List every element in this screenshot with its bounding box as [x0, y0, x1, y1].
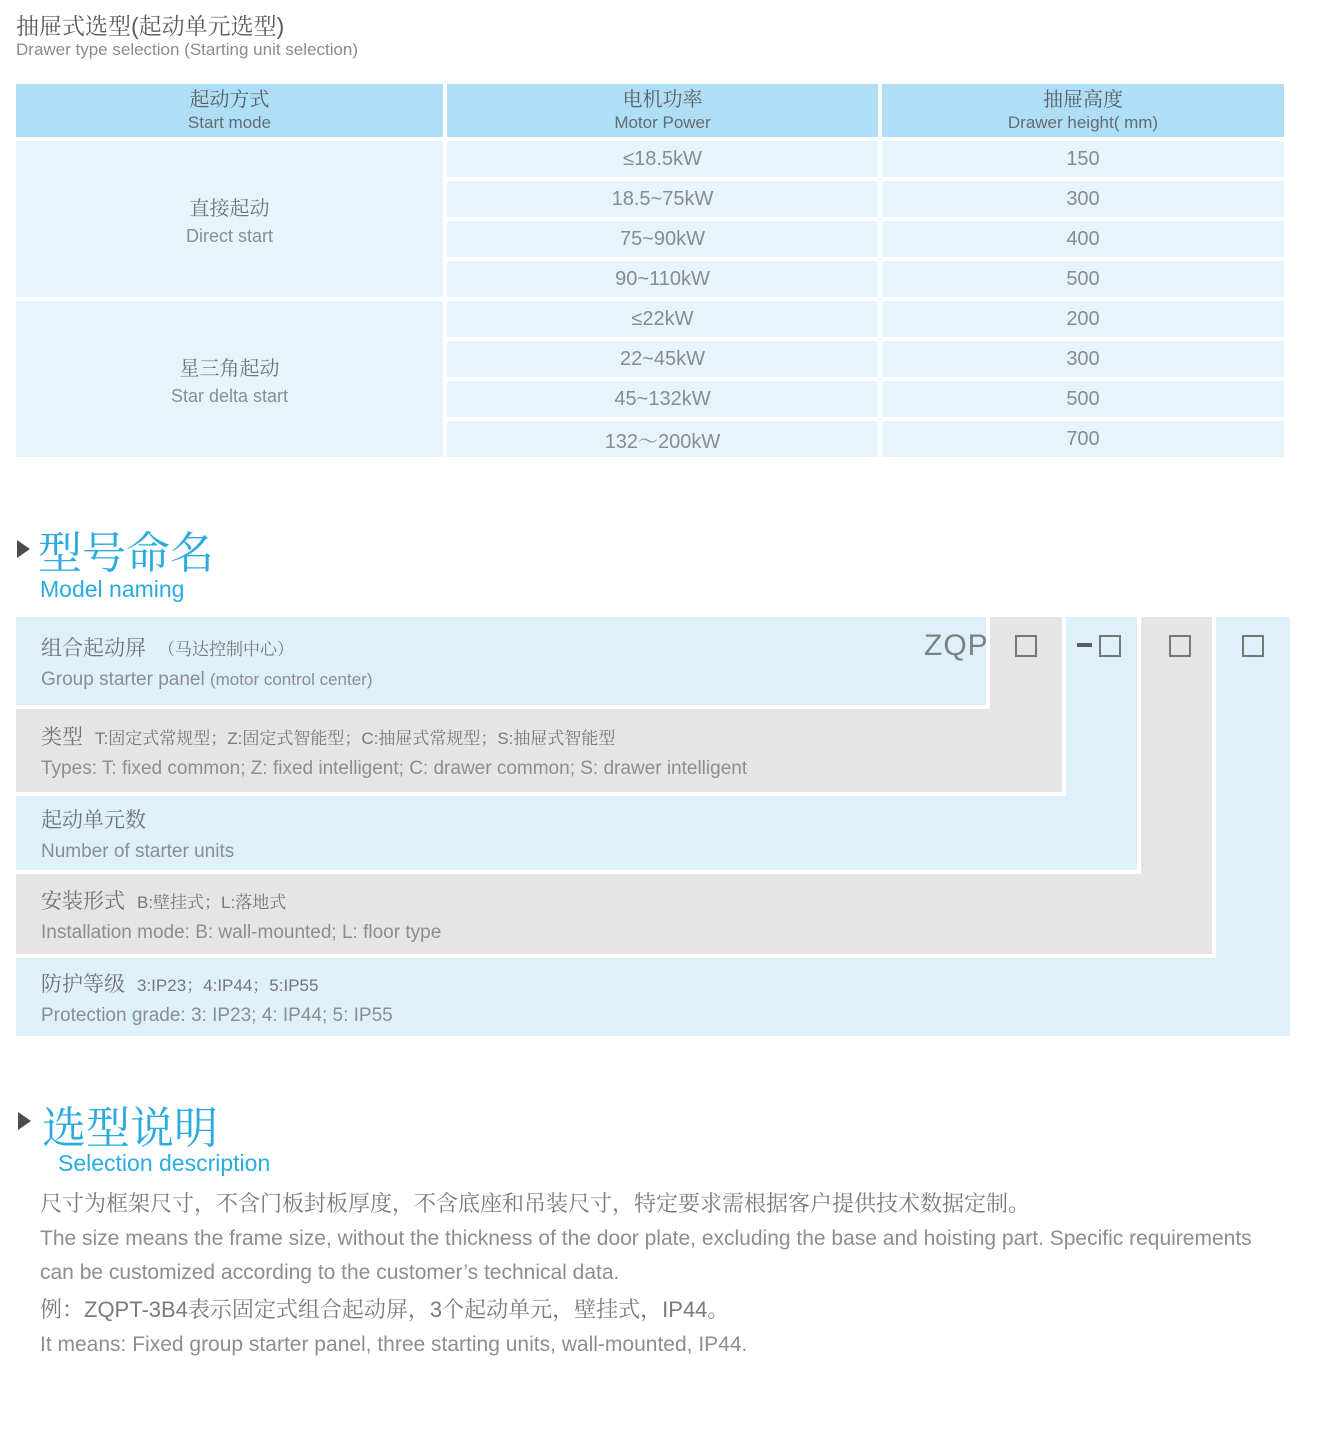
- header-label-en: Start mode: [187, 113, 272, 132]
- naming-row-group-starter-panel: [16, 617, 986, 705]
- naming-row-en: Types: T: fixed common; Z: fixed intelligent; C: drawer common; S: drawer intelligent: [41, 758, 748, 779]
- motor-power-cell: 132～200kW: [447, 421, 878, 457]
- selection-description: [40, 1186, 1290, 1364]
- start-mode-cell-direct: [16, 141, 443, 297]
- placeholder-box-protection: [1242, 635, 1264, 657]
- header-label-zh: 起动方式: [189, 89, 270, 111]
- description-paragraph-zh: 尺寸为框架尺寸，不含门板封板厚度，不含底座和吊装尺寸，特定要求需根据客户提供技术数据定制。: [40, 1191, 1031, 1216]
- drawer-height-cell: 500: [882, 261, 1284, 297]
- header-label-zh: 电机功率: [622, 89, 703, 111]
- naming-row-zh: 起动单元数: [41, 808, 146, 832]
- naming-row-text: [16, 874, 1212, 954]
- naming-row-installation: [16, 874, 1212, 954]
- drawer-height-cell: 400: [882, 221, 1284, 257]
- header-label-zh: 抽屉高度: [1043, 89, 1123, 111]
- mode-label-en: Star delta start: [170, 385, 289, 406]
- model-prefix: ZQP: [924, 629, 989, 662]
- drawer-height-cell: 150: [882, 141, 1284, 177]
- motor-power-cell: 90~110kW: [447, 261, 878, 297]
- mode-label-zh: 星三角起动: [179, 357, 280, 380]
- drawer-height-cell: 300: [882, 341, 1284, 377]
- naming-row-en: Installation mode: B: wall-mounted; L: floor type: [41, 921, 442, 943]
- naming-row-text: [16, 709, 1062, 792]
- motor-power-cell: 75~90kW: [447, 221, 878, 257]
- naming-row-zh: 安装形式 B:壁挂式；L:落地式: [41, 889, 287, 913]
- mode-label-zh: 直接起动: [189, 197, 270, 220]
- naming-row-zh: 防护等级 3:IP23；4:IP44；5:IP55: [41, 972, 319, 996]
- naming-row-text: [16, 796, 1137, 870]
- drawer-height-cell: 700: [882, 421, 1284, 457]
- drawer-height-cell: 200: [882, 301, 1284, 337]
- naming-row-units: [16, 796, 1137, 870]
- section-arrow-icon: [17, 540, 30, 558]
- header-label-en: Motor Power: [614, 113, 711, 132]
- motor-power-cell: 22~45kW: [447, 341, 878, 377]
- section-title-selection-zh: 选型说明: [42, 1104, 218, 1153]
- naming-row-en: Group starter panel (motor control center): [41, 668, 373, 690]
- naming-row-zh: 类型 T:固定式常规型；Z:固定式智能型；C:抽屉式常规型；S:抽屉式智能型: [41, 726, 616, 749]
- naming-row-protection: [16, 958, 1290, 1036]
- description-example-zh: 例：ZQPT-3B4表示固定式组合起动屏，3个起动单元，壁挂式，IP44。: [40, 1297, 730, 1322]
- mode-label-en: Direct start: [185, 225, 273, 246]
- section-title-model-naming-en: Model naming: [40, 576, 185, 602]
- naming-row-en: Number of starter units: [41, 840, 235, 862]
- model-dash: [1077, 643, 1092, 647]
- motor-power-cell: 45~132kW: [447, 381, 878, 417]
- start-mode-cell-star-delta: [16, 301, 443, 457]
- naming-row-text: [16, 958, 1290, 1036]
- drawer-selection-table: [16, 84, 1284, 457]
- header-label-en: Drawer height( mm): [1007, 113, 1159, 132]
- placeholder-box-units: [1099, 635, 1121, 657]
- naming-row-type: [16, 709, 1062, 792]
- description-example-en: It means: Fixed group starter panel, three starting units, wall-mounted, IP44.: [40, 1333, 748, 1356]
- section-title-model-naming-zh: 型号命名: [38, 529, 214, 578]
- page-title-zh: 抽屉式选型(起动单元选型): [16, 13, 285, 39]
- page-title-en: Drawer type selection (Starting unit selection): [16, 40, 359, 59]
- drawer-height-cell: 500: [882, 381, 1284, 417]
- section-title-selection-en: Selection description: [58, 1150, 271, 1176]
- motor-power-cell: ≤18.5kW: [447, 141, 878, 177]
- table-header-motor-power: [447, 84, 878, 137]
- naming-row-text: [16, 617, 986, 705]
- drawer-height-cell: 300: [882, 181, 1284, 217]
- placeholder-box-installation: [1169, 635, 1191, 657]
- table-header-drawer-height: [882, 84, 1284, 137]
- motor-power-cell: 18.5~75kW: [447, 181, 878, 217]
- table-header-start-mode: [16, 84, 443, 137]
- naming-row-zh: 组合起动屏 （马达控制中心）: [41, 636, 294, 660]
- description-paragraph-en: The size means the frame size, without the thickness of the door plate, excluding the base and hoisting part. Specific requirements can be customized according to the customer’s technical data.: [40, 1227, 1252, 1284]
- motor-power-cell: ≤22kW: [447, 301, 878, 337]
- placeholder-box-type: [1015, 635, 1037, 657]
- naming-row-en: Protection grade: 3: IP23; 4: IP44; 5: IP55: [41, 1004, 393, 1026]
- section-arrow-icon: [18, 1112, 31, 1130]
